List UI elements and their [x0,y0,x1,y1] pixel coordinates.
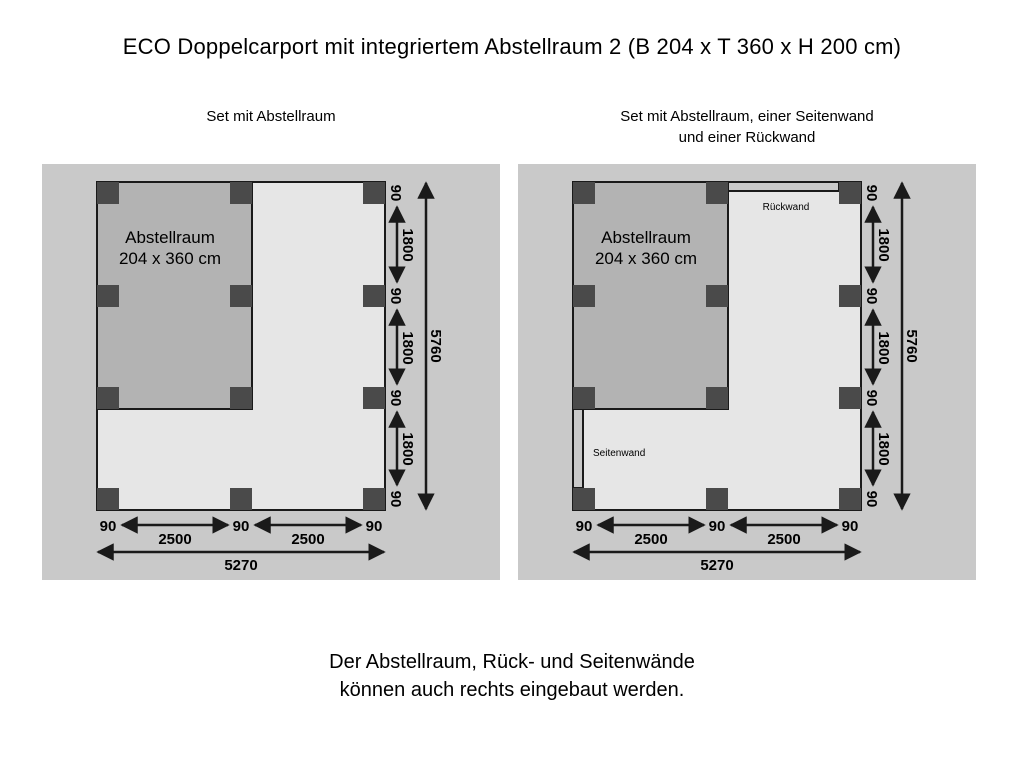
right-set-subtitle-line2: und einer Rückwand [678,129,816,146]
dim-total-width: 5270 [224,557,258,574]
post [573,387,595,409]
storage-room [573,182,728,409]
footer-note [0,648,1024,704]
room-label: Abstellraum [125,228,215,247]
dim-bay-depth: 1800 [399,432,416,466]
dim-bay-width: 2500 [634,531,668,548]
post [230,285,252,307]
dim-total-width: 5270 [700,557,734,574]
dim-bay-width: 2500 [291,531,325,548]
post [839,182,861,204]
dim-bay-depth: 1800 [399,331,416,365]
post [363,387,385,409]
side-wall [573,409,583,488]
left-floor-plan [42,164,500,580]
dim-total-depth: 5760 [427,329,444,363]
post [230,182,252,204]
dim-post-depth: 90 [387,287,404,305]
dim-post-width: 90 [365,518,383,535]
dim-bay-depth: 1800 [875,432,892,466]
dim-post-width: 90 [99,518,117,535]
left-set-subtitle-text: Set mit Abstellraum [206,108,336,125]
post [839,387,861,409]
right-set-subtitle [518,106,976,148]
footer-line1: Der Abstellraum, Rück- und Seitenwände [329,651,695,673]
dim-post-width: 90 [575,518,593,535]
back-wall-label: Rückwand [762,202,810,213]
post [573,285,595,307]
post [97,488,119,510]
dim-post-depth: 90 [387,490,404,508]
post [230,387,252,409]
post [573,182,595,204]
dim-post-depth: 90 [863,389,880,407]
left-set-subtitle [42,106,500,127]
dim-post-width: 90 [708,518,726,535]
dim-post-depth: 90 [863,287,880,305]
room-dimensions: 204 x 360 cm [594,249,698,268]
dim-bay-width: 2500 [158,531,192,548]
post [363,285,385,307]
dim-bay-width: 2500 [767,531,801,548]
dim-post-depth: 90 [387,184,404,202]
storage-room [97,182,252,409]
page-title: ECO Doppelcarport mit integriertem Abstellraum 2 (B 204 x T 360 x H 200 cm) [122,34,902,59]
right-floor-plan [518,164,976,580]
dim-post-depth: 90 [863,490,880,508]
post [363,182,385,204]
dim-bay-depth: 1800 [875,331,892,365]
post [230,488,252,510]
dim-total-depth: 5760 [903,329,920,363]
dim-post-depth: 90 [863,184,880,202]
side-wall-label: Seitenwand [593,448,646,459]
dim-post-width: 90 [841,518,859,535]
footer-line2: können auch rechts eingebaut werden. [339,679,685,701]
post [97,182,119,204]
post [706,182,728,204]
right-set-subtitle-line1: Set mit Abstellraum, einer Seitenwand [620,108,874,125]
dim-bay-depth: 1800 [875,228,892,262]
dim-bay-depth: 1800 [399,228,416,262]
post [363,488,385,510]
room-dimensions: 204 x 360 cm [118,249,222,268]
post [573,488,595,510]
dim-post-depth: 90 [387,389,404,407]
room-label: Abstellraum [601,228,691,247]
post [97,285,119,307]
post [706,387,728,409]
post [97,387,119,409]
dim-post-width: 90 [232,518,250,535]
post [839,285,861,307]
back-wall [728,182,839,191]
post [839,488,861,510]
post [706,285,728,307]
post [706,488,728,510]
